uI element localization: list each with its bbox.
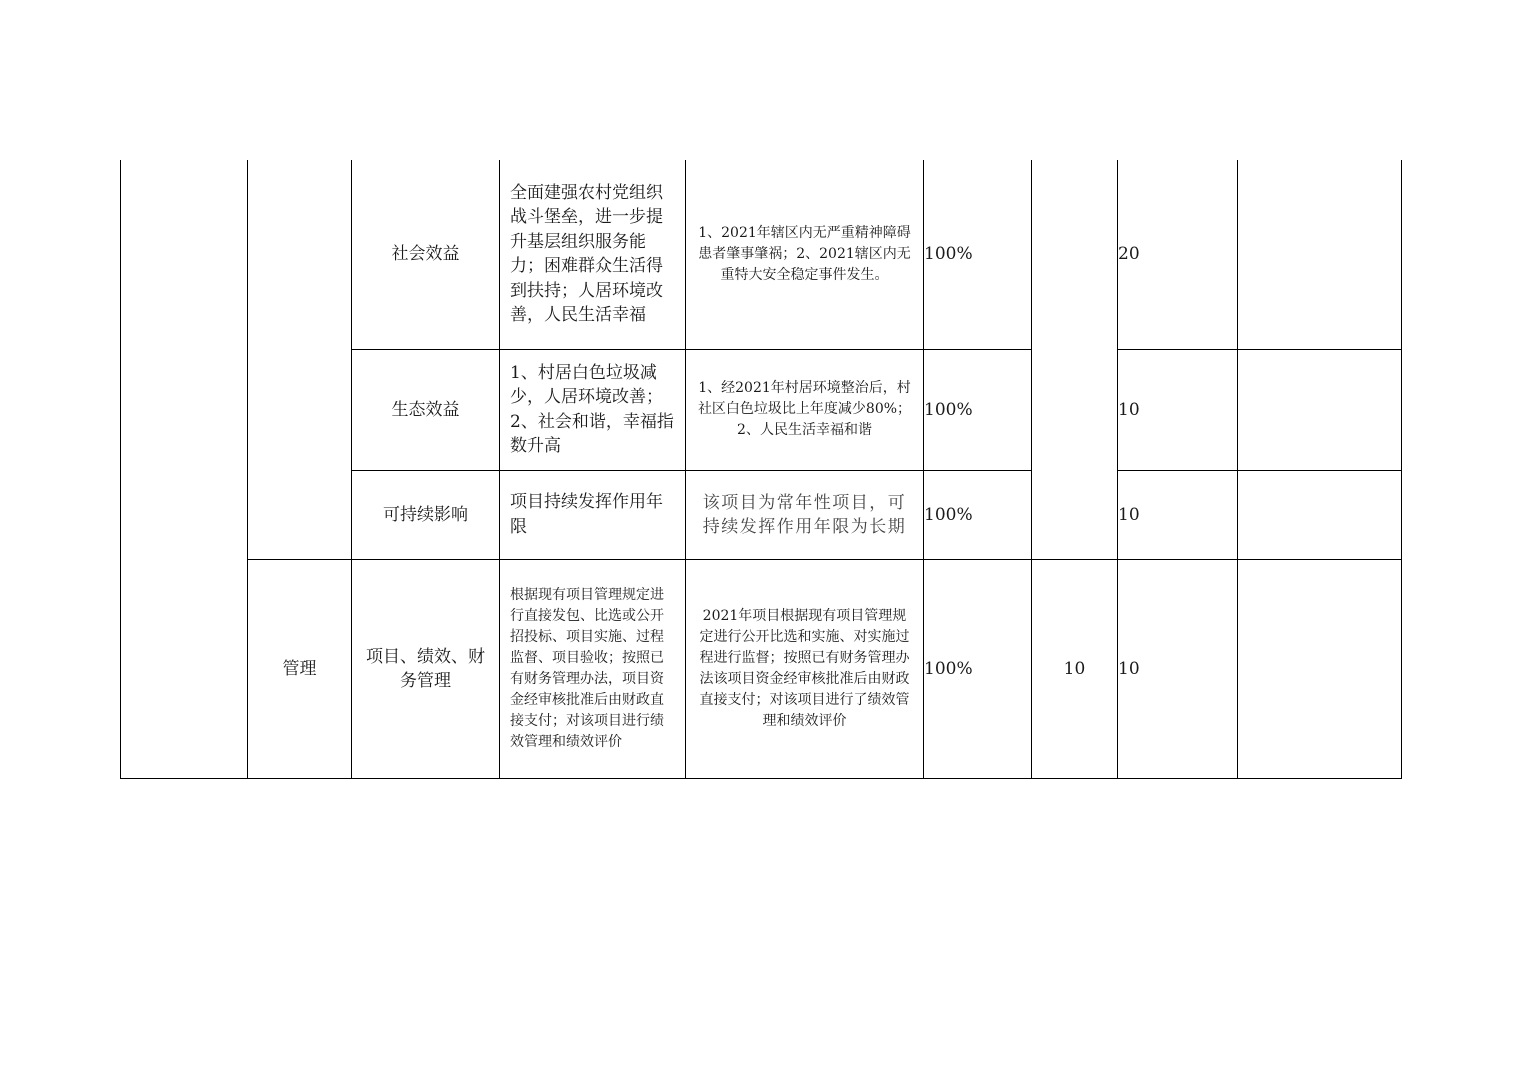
rate-cell: 100% [924, 349, 1032, 470]
table-row [121, 559, 1402, 778]
merged-category-cell [248, 160, 352, 559]
target-cell: 根据现有项目管理规定进行直接发包、比选或公开招投标、项目实施、过程监督、项目验收；按照已有财务管理办法，项目资金经审核批准后由财政直接支付；对该项目进行绩效管理和绩效评价 [500, 559, 686, 778]
remark-cell [1238, 160, 1402, 349]
score-cell: 10 [1118, 349, 1238, 470]
actual-cell: 2021年项目根据现有项目管理规定进行公开比选和实施、对实施过程进行监督；按照已有财务管理办法该项目资金经审核批准后由财政直接支付；对该项目进行了绩效管理和绩效评价 [686, 559, 924, 778]
score-cell: 20 [1118, 160, 1238, 349]
actual-cell: 该项目为常年性项目，可持续发挥作用年限为长期 [686, 470, 924, 559]
table-row [121, 160, 1402, 349]
indicator-cell: 生态效益 [352, 349, 500, 470]
score-cell: 10 [1118, 559, 1238, 778]
rate-cell: 100% [924, 470, 1032, 559]
target-cell: 全面建强农村党组织战斗堡垒，进一步提升基层组织服务能力；困难群众生活得到扶持；人居环境改善，人民生活幸福 [500, 160, 686, 349]
merged-left-cell [121, 160, 248, 778]
merged-weight-cell [1032, 160, 1118, 559]
category-cell: 管理 [248, 559, 352, 778]
indicator-cell: 社会效益 [352, 160, 500, 349]
remark-cell [1238, 470, 1402, 559]
score-cell: 10 [1118, 470, 1238, 559]
target-cell: 项目持续发挥作用年限 [500, 470, 686, 559]
target-cell: 1、村居白色垃圾减少，人居环境改善；2、社会和谐，幸福指数升高 [500, 349, 686, 470]
indicator-cell: 可持续影响 [352, 470, 500, 559]
actual-cell: 1、经2021年村居环境整治后，村社区白色垃圾比上年度减少80%；2、人民生活幸福和谐 [686, 349, 924, 470]
remark-cell [1238, 349, 1402, 470]
remark-cell [1238, 559, 1402, 778]
indicator-cell: 项目、绩效、财务管理 [352, 559, 500, 778]
rate-cell: 100% [924, 160, 1032, 349]
performance-table [120, 160, 1402, 779]
rate-cell: 100% [924, 559, 1032, 778]
weight-cell: 10 [1032, 559, 1118, 778]
actual-cell: 1、2021年辖区内无严重精神障碍患者肇事肇祸；2、2021辖区内无重特大安全稳定事件发生。 [686, 160, 924, 349]
